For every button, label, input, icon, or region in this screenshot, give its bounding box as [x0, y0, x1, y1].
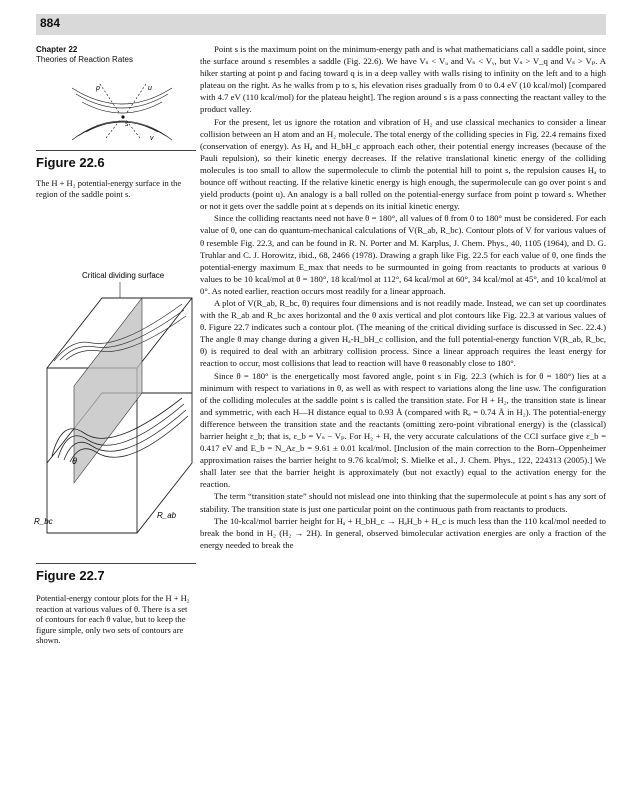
saddle-point-marker [121, 115, 124, 118]
point-p-label: p [96, 85, 100, 92]
critical-dividing-surface-label: Critical dividing surface [82, 271, 165, 280]
contour-plot-figure [32, 268, 197, 548]
figure-22-7-caption-block [36, 563, 196, 646]
figure-22-7-caption: Potential-energy contour plots for the H + H₂ reaction at various values of θ. There is a set of contours for each θ value, but to keep the figure simple, only two sets of contours are shown. [36, 593, 190, 645]
chapter-label: Chapter 22 [36, 45, 78, 54]
paragraph: Since θ = 180° is the energetically most favored angle, point s in Fig. 22.3 (which is for θ = 180°) lies at a minimum with respect to variations in θ, as well as with respect to variations along the line usw. The configuration of the colliding molecules at the saddle point s is called the transition state. For H + H₂, the transition state is linear and symmetric, with each H—H distance equal to 0.93 Å (compared with Rₑ = 0.74 Å in H₂). The potential-energy difference between the transition state and the reactants (omitting zero-point vibrational energy) is the (classical) barrier height ε_b; that is, ε_b = Vₛ − Vₚ. For H₂ + H, the very accurate calculations of the CCI surface give ε_b = 0.417 eV and E_b = N_Aε_b = 9.61 ± 0.01 kcal/mol. [Inclusion of the main correction to the Born–Oppenheimer approximation raises the barrier height to 9.76 kcal/mol; S. Mielke et al., J. Chem. Phys., 122, 224313 (2005).] We shall later see that the barrier height is approximately (but not exactly) equal to the activation energy for the reaction. [200, 370, 606, 490]
chapter-heading [36, 45, 186, 65]
page-number-bar [36, 14, 606, 35]
rbc-axis-label: R_bc [34, 517, 53, 526]
main-text-column [200, 43, 606, 551]
paragraph: Point s is the maximum point on the minimum-energy path and is what mathematicians call a saddle point, since the surface around s resembles a saddle (Fig. 22.6). We have Vₛ < Vᵤ and Vₛ < Vᵥ, but Vₛ > V_q and Vₛ > Vₚ. A hiker starting at point p and facing toward q is in a deep valley with walls rising to infinity on the left and to a high plateau on the right. As he walks from p to s, his elevation rises gradually from 0 to 0.4 eV (10 kcal/mol) [compared with 4.7 eV (110 kcal/mol) for the plateau height]. The region around s is a pass connecting the reactant valley to the product valley. [200, 44, 606, 115]
saddle-curve [72, 88, 172, 104]
point-v-label: v [150, 135, 154, 142]
saddle-point-figure [62, 80, 182, 142]
figure-22-7-label: Figure 22.7 [36, 568, 105, 583]
paragraph: The term “transition state” should not mislead one into thinking that the supermolecule at point s has any sort of stability. The transition state is just one particular point on the continuous path from reactants to products. [200, 491, 606, 514]
figure-22-6-caption: The H + H₂ potential-energy surface in the region of the saddle point s. [36, 178, 182, 199]
chapter-title: Theories of Reaction Rates [36, 55, 133, 64]
point-u-label: u [148, 85, 152, 92]
figure-rule [36, 563, 196, 564]
theta-axis-label: θ [72, 456, 77, 466]
figure-22-6-label: Figure 22.6 [36, 155, 105, 170]
figure-rule [36, 150, 196, 151]
critical-dividing-surface-plane [74, 298, 142, 483]
figure-22-6-caption-block [36, 150, 196, 199]
point-s-label: s [125, 121, 129, 128]
paragraph: A plot of V(R_ab, R_bc, θ) requires four dimensions and is not readily made. Instead, we can set up coordinates with the R_ab and R_bc axes horizontal and the θ axis vertical and plot contours like Fig. 22.3 at various values of θ. Figure 22.7 indicates such a contour plot. (The meaning of the critical dividing surface is discussed in Sec. 22.4.) The angle θ may change during a given Hₐ-H_bH_c collision, and the full potential-energy function V(R_ab, R_bc, θ) is required to deal with an arbitrary collision process. Since a linear approach requires the least energy for reaction to occur, most collisions that lead to reaction will have θ reasonably close to 180°. [200, 297, 606, 369]
paragraph: For the present, let us ignore the rotation and vibration of H₂ and use classical mechanics to consider a linear collision between an H atom and an H₂ molecule. The total energy of the colliding species in Fig. 22.4 remains fixed (conservation of energy). As Hₐ and H_bH_c approach each other, their potential energy increases (because of the Pauli repulsion), so their kinetic energy decreases. If the relative translational kinetic energy of the colliding molecules is too small to allow the supermolecule to climb the potential hill to point s, the repulsion causes Hₐ to bounce off without reacting. If the relative kinetic energy is high enough, the supermolecule can go over point s and yield products (point u). An analogy is a ball rolled on the potential-energy surface from point p toward s. Whether or not it gets over the saddle point at s depends on its initial kinetic energy. [200, 116, 606, 212]
page-number: 884 [40, 16, 61, 30]
paragraph: Since the colliding reactants need not have θ = 180°, all values of θ from 0 to 180° must be considered. For each value of θ, one can do quantum-mechanical calculations of V(R_ab, R_bc). Contour plots of V for various values of θ resemble Fig. 22.3, and can be found in R. N. Porter and M. Karplus, J. Chem. Phys., 40, 1105 (1964), and D. G. Truhlar and C. J. Horowitz, ibid., 68, 2466 (1978). Drawing a graph like Fig. 22.5 for each value of θ, one finds the potential-energy maximum E_max that needs to be surmounted in going from reactants to products at various θ values to be 10 kcal/mol at θ = 180°, 18 kcal/mol at 112°, 64 kcal/mol at 60°, 34 kcal/mol at 45°, and 10 kcal/mol at 0°. As noted earlier, reaction occurs most readily for a linear approach. [200, 213, 606, 296]
rab-axis-label: R_ab [157, 511, 177, 520]
paragraph: The 10-kcal/mol barrier height for Hₐ + H_bH_c → HₐH_b + H_c is much less than the 110 kcal/mol needed to break the bond in H₂ (H₂ → 2H). In general, observed bimolecular activation energies are only a fraction of the energy needed to break the [200, 515, 606, 550]
